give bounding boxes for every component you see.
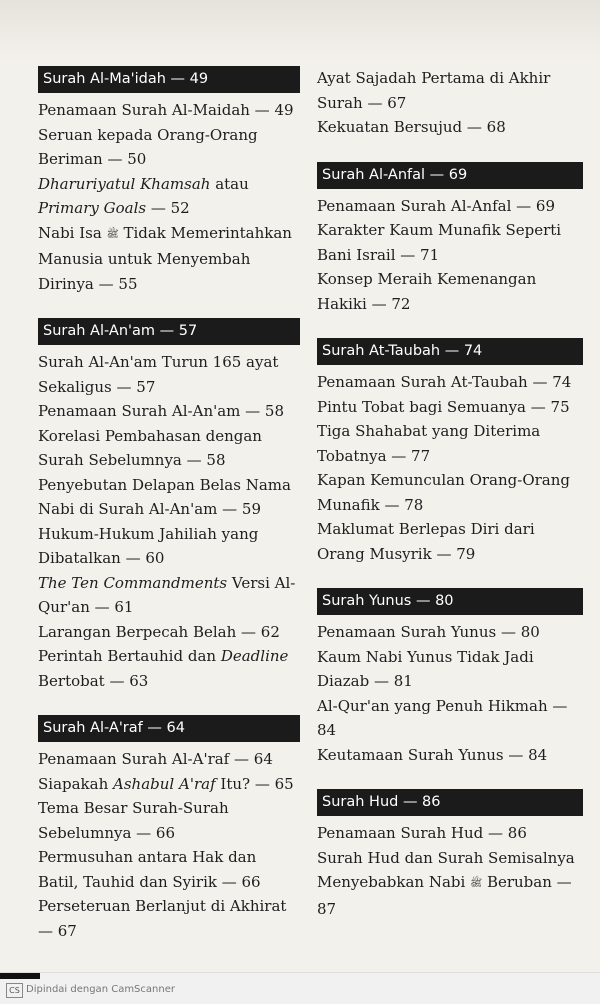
toc-entry xyxy=(38,772,300,797)
section-al-araf-continued xyxy=(317,66,583,140)
toc-entry xyxy=(317,870,583,921)
honorific-symbol: ﷺ xyxy=(106,228,119,240)
toc-entry: Surah Hud dan Surah Semisalnya xyxy=(317,848,575,867)
entry-text: Tidak Memerintahkan Manusia untuk Menyembah Dirinya — 55 xyxy=(38,223,292,293)
italic-term: Primary Goals xyxy=(38,199,147,217)
toc-entry: Penamaan Surah Al-Anfal — 69 xyxy=(317,196,556,215)
section-al-anam xyxy=(38,318,300,693)
section-al-maidah xyxy=(38,66,300,296)
toc-entry: Penamaan Surah Al-Maidah — 49 xyxy=(38,101,294,119)
section-header: Surah Al-A'raf — 64 xyxy=(38,715,300,742)
toc-entry: Keutamaan Surah Yunus — 84 xyxy=(317,745,548,764)
toc-entry: Pintu Tobat bagi Semuanya — 75 xyxy=(317,397,570,416)
toc-entry: Penamaan Surah Al-An'am — 58 xyxy=(38,402,285,420)
entry-text: atau xyxy=(210,174,249,193)
toc-entry: Konsep Meraih Kemenangan Hakiki — 72 xyxy=(317,270,537,313)
italic-term: The Ten Commandments xyxy=(38,573,228,592)
toc-entry xyxy=(38,172,300,221)
entry-text: Versi Al-Qur'an — 61 xyxy=(38,573,296,616)
entry-text: Menyebabkan Nabi xyxy=(317,873,471,891)
toc-entry: Karakter Kaum Munafik Seperti Bani Israil — 71 xyxy=(317,221,562,264)
section-at-taubah xyxy=(317,338,583,566)
toc-entry: Kapan Kemunculan Orang-Orang Munafik — 78 xyxy=(317,471,570,514)
entry-text: — 52 xyxy=(146,199,190,217)
italic-term: Dharuriyatul Khamsah xyxy=(38,174,211,193)
camscanner-logo-icon: CS xyxy=(6,983,23,998)
scanner-watermark-text: Dipindai dengan CamScanner xyxy=(26,984,175,995)
toc-entry: Larangan Berpecah Belah — 62 xyxy=(38,622,280,641)
toc-left-column xyxy=(38,66,300,965)
italic-term: Deadline xyxy=(220,647,289,665)
toc-entry: Tema Besar Surah-Surah Sebelumnya — 66 xyxy=(38,799,229,842)
toc-entry: Tiga Shahabat yang Diterima Tobatnya — 77 xyxy=(317,422,541,465)
entry-text: Siapakah xyxy=(38,774,114,793)
toc-entry: Penyebutan Delapan Belas Nama Nabi di Surah Al-An'am — 59 xyxy=(38,475,291,518)
toc-entry: Perseteruan Berlanjut di Akhirat — 67 xyxy=(38,897,287,940)
page-edge-bar xyxy=(0,973,40,979)
section-yunus xyxy=(317,588,583,767)
toc-entry: Kekuatan Bersujud — 68 xyxy=(317,118,506,136)
toc-entry: Korelasi Pembahasan dengan Surah Sebelumnya — 58 xyxy=(38,426,262,469)
toc-entry xyxy=(38,571,300,620)
toc-entry: Seruan kepada Orang-Orang Beriman — 50 xyxy=(38,125,258,168)
toc-entry: Permusuhan antara Hak dan Batil, Tauhid dan Syirik — 66 xyxy=(38,848,261,891)
section-header: Surah Al-Ma'idah — 49 xyxy=(38,66,300,93)
italic-term: Ashabul A'raf xyxy=(113,774,216,793)
section-header: Surah Hud — 86 xyxy=(317,789,583,816)
toc-entry: Hukum-Hukum Jahiliah yang Dibatalkan — 60 xyxy=(38,524,259,567)
entry-text: Beruban — 87 xyxy=(317,873,572,918)
section-hud xyxy=(317,789,583,921)
entry-text: Perintah Bertauhid dan xyxy=(38,647,221,665)
toc-entry: Penamaan Surah Hud — 86 xyxy=(317,824,527,842)
scanner-footer xyxy=(0,972,600,1004)
page-top-edge xyxy=(0,0,600,60)
honorific-symbol: ﷺ xyxy=(470,878,483,889)
toc-entry: Penamaan Surah Yunus — 80 xyxy=(317,623,540,641)
toc-entry: Ayat Sajadah Pertama di Akhir Surah — 67 xyxy=(317,69,551,112)
section-header: Surah Yunus — 80 xyxy=(317,588,583,615)
entry-text: Bertobat — 63 xyxy=(38,671,149,690)
section-header: Surah Al-An'am — 57 xyxy=(38,318,300,345)
toc-entry: Penamaan Surah Al-A'raf — 64 xyxy=(38,750,273,768)
toc-entry: Penamaan Surah At-Taubah — 74 xyxy=(317,373,572,391)
entry-text: Itu? — 65 xyxy=(215,774,294,793)
toc-entry xyxy=(38,644,300,693)
entry-text: Nabi Isa xyxy=(38,223,107,242)
toc-entry: Maklumat Berlepas Diri dari Orang Musyrik — 79 xyxy=(317,520,535,563)
section-al-araf xyxy=(38,715,300,943)
toc-entry xyxy=(38,221,300,297)
toc-entry: Kaum Nabi Yunus Tidak Jadi Diazab — 81 xyxy=(317,647,534,690)
section-al-anfal xyxy=(317,162,583,317)
toc-entry: Surah Al-An'am Turun 165 ayat Sekaligus — 57 xyxy=(38,353,279,396)
toc-right-column xyxy=(317,66,583,943)
section-header: Surah At-Taubah — 74 xyxy=(317,338,583,365)
toc-entry: Al-Qur'an yang Penuh Hikmah — 84 xyxy=(317,696,568,739)
section-header: Surah Al-Anfal — 69 xyxy=(317,162,583,189)
